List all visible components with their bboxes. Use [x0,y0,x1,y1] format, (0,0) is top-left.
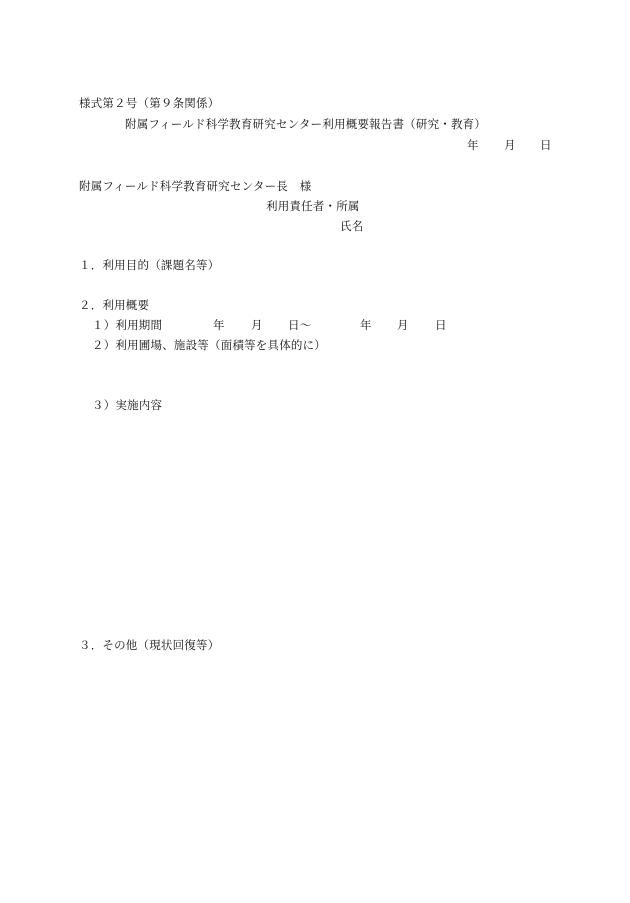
period-start-day: 日～ [288,318,312,332]
section-purpose: １．利用目的（課題名等） [79,258,220,272]
period-label: １）利用期間 [92,318,163,332]
usage-period [0,318,630,332]
period-end-day: 日 [435,318,447,332]
period-end-month: 月 [397,318,409,332]
applicant-affiliation-label: 利用責任者・所属 [266,199,360,213]
form-number: 様式第２号（第９条関係） [79,96,220,110]
report-date [0,138,630,152]
period-end-year: 年 [360,318,372,332]
period-start-month: 月 [251,318,263,332]
document-title: 附属フィールド科学教育研究センター利用概要報告書（研究・教育） [125,117,487,131]
section-overview: ２．利用概要 [79,298,150,312]
section-facilities: ２）利用圃場、施設等（面積等を具体的に） [92,338,326,352]
addressee: 附属フィールド科学教育研究センター長 様 [79,179,312,193]
date-month-label: 月 [504,138,516,152]
section-other: ３．その他（現状回復等） [79,638,220,652]
applicant-name-label: 氏名 [340,219,364,233]
section-content: ３）実施内容 [92,398,163,412]
date-year-label: 年 [467,138,479,152]
date-day-label: 日 [540,138,552,152]
period-start-year: 年 [213,318,225,332]
